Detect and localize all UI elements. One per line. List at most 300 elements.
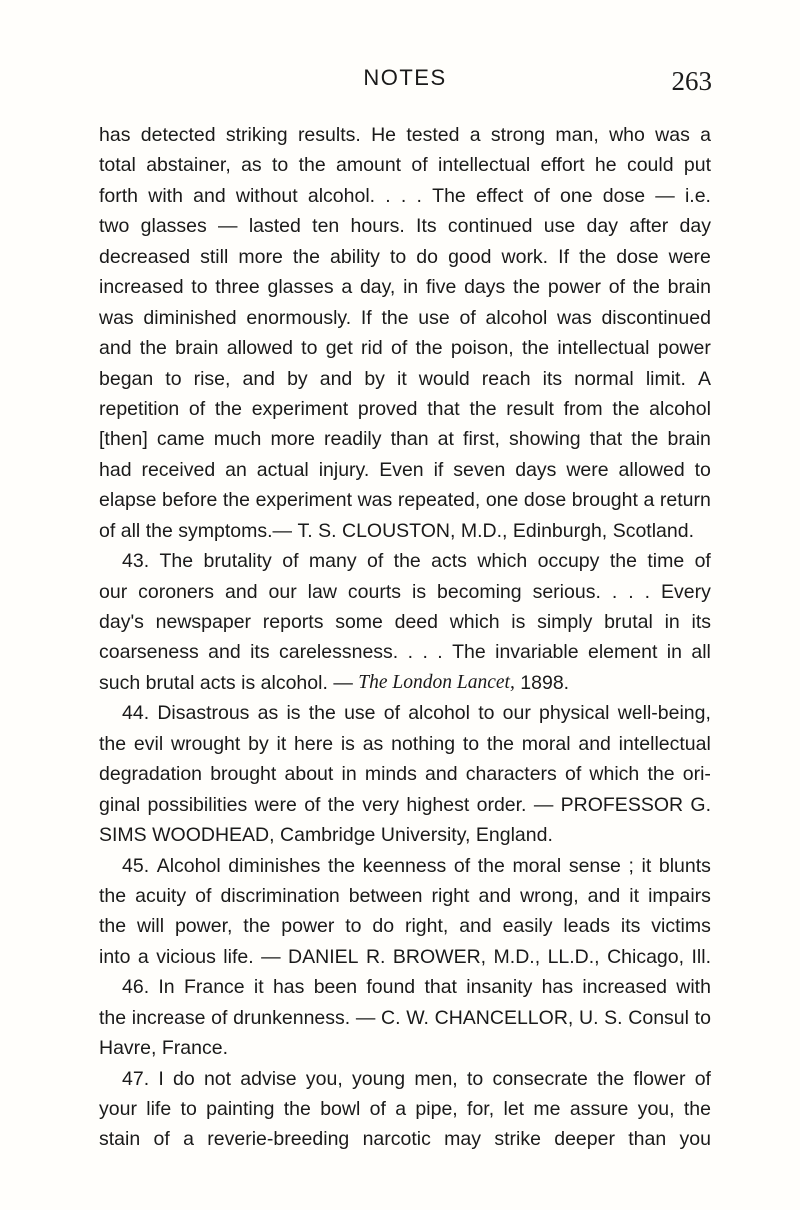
word: easily (502, 915, 553, 938)
text-line-attribution (99, 516, 711, 546)
word: of (366, 550, 384, 573)
word: the (292, 245, 320, 268)
word: to (694, 458, 711, 481)
word: brain (667, 428, 711, 451)
word: young (351, 1067, 406, 1090)
word: ability (330, 245, 380, 268)
word: flower (633, 1067, 686, 1090)
word: . (385, 184, 391, 207)
text-line-attribution (99, 820, 711, 850)
word: to (345, 915, 362, 938)
word: of (99, 519, 116, 542)
word: courts (347, 580, 402, 603)
word: repetition (99, 397, 180, 420)
word: power (547, 276, 602, 299)
word: and (587, 884, 621, 907)
word: the (139, 337, 167, 360)
word: to (301, 337, 318, 360)
word: was (357, 489, 393, 512)
word: evil (133, 732, 164, 755)
word: to (180, 1098, 197, 1120)
word: blunts (658, 854, 711, 877)
word: R. (365, 945, 386, 968)
word: brutal (604, 611, 653, 633)
word: Scotland. (612, 519, 694, 542)
word: all (120, 519, 141, 542)
word: after (629, 215, 669, 238)
word: a (395, 1098, 407, 1120)
word: deeper (554, 1128, 615, 1151)
word: that (424, 976, 457, 999)
word: reverie-breeding (207, 1128, 350, 1151)
word: power (657, 337, 711, 360)
word: it (396, 367, 407, 390)
word: repeated, (397, 489, 481, 512)
word: get (325, 337, 353, 360)
word: 46. (122, 976, 150, 999)
word: is (241, 671, 256, 694)
word: narcotic (362, 1128, 431, 1151)
word: . (416, 184, 422, 207)
word: occupy (537, 550, 600, 573)
word: life. (223, 945, 254, 968)
word: the (381, 306, 409, 329)
word: such (99, 671, 141, 694)
word: than (628, 1128, 667, 1151)
word: . (400, 184, 407, 207)
word: the (579, 245, 607, 268)
word: serious. (532, 580, 601, 603)
word: the (647, 763, 675, 786)
word: keenness (362, 854, 447, 877)
text-line (99, 577, 711, 607)
word: . (628, 580, 634, 603)
word: dose (602, 184, 646, 207)
word: glasses (267, 276, 334, 299)
word: use (418, 306, 450, 329)
word: victims (651, 915, 711, 938)
word: days (464, 276, 506, 299)
word: two (99, 215, 130, 238)
word: day (679, 215, 711, 238)
word: with (148, 184, 183, 207)
word: it (276, 732, 287, 755)
word: ; (628, 854, 634, 877)
word: tested (406, 124, 460, 146)
word: S. (604, 1006, 623, 1029)
word: the (683, 1098, 711, 1120)
word: about (284, 763, 334, 786)
text-line-attribution (99, 1033, 711, 1063)
word: 43. (122, 550, 150, 573)
word: and (425, 763, 458, 786)
word: to (389, 245, 407, 268)
word: drunkenness. (233, 1006, 351, 1029)
word: a (469, 124, 481, 146)
word: and (459, 915, 492, 938)
word: 44. (122, 702, 150, 725)
word: of (304, 793, 321, 816)
word: you (679, 1128, 711, 1151)
word: its (620, 915, 641, 938)
word: time (647, 550, 685, 573)
word: simply (537, 611, 593, 633)
word: first, (463, 428, 500, 451)
word: assure (569, 1098, 629, 1120)
word: wrought (170, 732, 241, 755)
text-line (99, 150, 711, 180)
word: which (449, 611, 500, 633)
word: to (191, 276, 208, 299)
word: men, (414, 1067, 458, 1090)
word: before (162, 489, 218, 512)
word: were (254, 793, 297, 816)
word: England. (475, 824, 553, 847)
word: the (145, 519, 173, 542)
word: normal (574, 367, 634, 390)
word: Edinburgh, (512, 519, 608, 542)
word: that (589, 428, 623, 451)
word: and (99, 337, 132, 360)
word: coarseness (99, 641, 199, 664)
word: effort (540, 154, 585, 177)
word: M.D., (493, 945, 541, 968)
word: 45. (122, 854, 150, 877)
word: alcohol (485, 306, 548, 329)
word: your (99, 1098, 137, 1120)
word: Consul (628, 1006, 689, 1029)
word: brought (571, 489, 638, 512)
note-46-first-line (99, 972, 711, 1002)
note-47-first-line (99, 1064, 711, 1094)
note-43-first-line (99, 546, 711, 576)
word: the (328, 854, 356, 877)
word: and (319, 367, 353, 390)
word: by (248, 732, 269, 755)
word: alcohol (408, 702, 470, 725)
word: its (542, 367, 563, 390)
text-line (99, 211, 711, 241)
word: continued (447, 215, 533, 238)
word: who (609, 124, 645, 146)
word: If (360, 306, 372, 329)
word: the (513, 276, 541, 299)
word: it (629, 884, 640, 907)
word: Alcohol (156, 854, 221, 877)
word: of (188, 397, 206, 420)
word: total (99, 154, 136, 177)
word: coroners (138, 580, 215, 603)
word: man, (555, 124, 599, 146)
word: the (612, 397, 640, 420)
word: came (156, 428, 205, 451)
word: — (355, 1006, 376, 1029)
word: our (502, 702, 531, 725)
word: sense (568, 854, 621, 877)
word: actual (256, 458, 309, 481)
word: proved (357, 397, 418, 420)
word: increased (582, 976, 667, 999)
word: been (313, 976, 358, 999)
word: brutal (145, 671, 195, 694)
word: allowed (226, 337, 293, 360)
word: elapse (99, 489, 157, 512)
word: consecrate (492, 1067, 588, 1090)
text-line (99, 424, 711, 454)
word: were (566, 458, 609, 481)
word: glasses (140, 215, 207, 238)
word: Its (416, 215, 437, 238)
word: good (448, 245, 492, 268)
word: would (418, 367, 470, 390)
note-45-first-line (99, 851, 711, 881)
word: many (308, 550, 357, 573)
word: if (433, 458, 444, 481)
word: you, (637, 1098, 675, 1120)
word: the (99, 884, 127, 907)
word: one (485, 489, 519, 512)
word: found (366, 976, 416, 999)
word: diminished (143, 306, 237, 329)
word: intellectual (557, 337, 650, 360)
word: 1898. (520, 671, 570, 694)
text-line (99, 242, 711, 272)
word: the (597, 1067, 625, 1090)
text-line (99, 790, 711, 820)
word: the (99, 915, 127, 938)
word: newspaper (155, 611, 252, 633)
word: [then] (99, 428, 148, 451)
word: If (558, 245, 570, 268)
word: between (348, 884, 423, 907)
word: he (594, 154, 617, 177)
word: you, (305, 1067, 343, 1090)
word: at (437, 428, 454, 451)
word: of (411, 154, 428, 177)
word: WOODHEAD, (152, 824, 275, 847)
word: a (700, 124, 711, 146)
word: and (225, 580, 258, 603)
word: . (407, 641, 414, 664)
word: experiment (255, 489, 353, 512)
notes-text (99, 120, 711, 1155)
word: poison, (450, 337, 514, 360)
word: minds (364, 763, 417, 786)
word: ten (312, 215, 340, 238)
word: order. (476, 793, 527, 816)
word: and (478, 884, 512, 907)
word: with (676, 976, 711, 999)
text-line (99, 881, 711, 911)
text-line (99, 394, 711, 424)
word: ori- (682, 763, 711, 786)
word: here (294, 732, 334, 755)
word: me (533, 1098, 561, 1120)
word: dose (523, 489, 567, 512)
word: discrimination (220, 884, 340, 907)
word: symptoms.— (178, 519, 293, 542)
word: painting (206, 1098, 275, 1120)
word: moral (521, 732, 571, 755)
word: CHANCELLOR, (434, 1006, 574, 1029)
word: PROFESSOR (560, 793, 684, 816)
word: of (608, 276, 626, 299)
text-line (99, 1124, 711, 1154)
word: return (659, 489, 711, 512)
word: of (390, 337, 408, 360)
word: to (462, 732, 480, 755)
word: dose (616, 245, 659, 268)
word: three (215, 276, 260, 299)
word: is (511, 611, 526, 633)
word: was (655, 124, 690, 146)
word: limit. (645, 367, 686, 390)
word: increase (131, 1006, 206, 1029)
text-line (99, 333, 711, 363)
word: do (416, 245, 438, 268)
word: much (213, 428, 262, 451)
word: enormously. (246, 306, 352, 329)
word: University, (380, 824, 471, 847)
word: and (193, 184, 226, 207)
text-line (99, 1003, 711, 1033)
word: a (341, 276, 353, 299)
word: day (586, 215, 618, 238)
word: of (153, 1128, 170, 1151)
word: . (644, 580, 651, 603)
word: it (253, 976, 264, 999)
word: alcohol. (260, 671, 328, 694)
word: is (340, 732, 355, 755)
text-line (99, 1094, 711, 1124)
word: as (241, 154, 262, 177)
word: highest (406, 793, 470, 816)
word: of (533, 184, 550, 207)
word: brought (210, 763, 277, 786)
word: I (158, 1067, 164, 1090)
word: the (283, 1098, 311, 1120)
text-line (99, 729, 711, 759)
word: moral (512, 854, 562, 877)
word: Ill. (691, 945, 711, 968)
word: the (469, 397, 497, 420)
word: Even (379, 458, 424, 481)
word: discontinued (601, 306, 711, 329)
word: without (235, 184, 298, 207)
word: bowl (320, 1098, 361, 1120)
word: alcohol (649, 397, 711, 420)
text-line (99, 911, 711, 941)
text-line (99, 455, 711, 485)
word: readily (324, 428, 382, 451)
note-44-first-line (99, 698, 711, 728)
word: from (563, 397, 603, 420)
word: was (99, 306, 134, 329)
word: of (459, 306, 476, 329)
word: effect (475, 184, 524, 207)
word: M.D., (460, 519, 508, 542)
word: the (477, 854, 505, 877)
word: has (272, 976, 305, 999)
word: its (250, 641, 270, 664)
word: result (506, 397, 554, 420)
word: impairs (648, 884, 711, 907)
text-line (99, 485, 711, 515)
text-line (99, 303, 711, 333)
word: decreased (99, 245, 191, 268)
word: do (372, 915, 395, 938)
word: our (99, 580, 128, 603)
word: put (683, 154, 711, 177)
word: brain (667, 276, 711, 299)
text-line (99, 272, 711, 302)
word: of (282, 550, 299, 573)
text-line (99, 181, 711, 211)
word: invariable (495, 641, 579, 664)
word: will (136, 915, 165, 938)
word: characters (465, 763, 557, 786)
word: the (298, 154, 326, 177)
word: a (137, 945, 149, 968)
word: stain (99, 1128, 141, 1151)
word: for, (467, 1098, 495, 1120)
word: lasted (248, 215, 301, 238)
word: The (452, 641, 486, 664)
word: the (222, 489, 250, 512)
word: into (99, 945, 131, 968)
running-title: NOTES (363, 65, 447, 90)
word: is (411, 580, 427, 603)
word: to (478, 702, 495, 725)
word: all (691, 641, 711, 664)
word: of (694, 1067, 711, 1090)
word: i.e. (684, 184, 711, 207)
word: has (99, 124, 131, 146)
word: the (631, 428, 659, 451)
word: W. (406, 1006, 429, 1029)
word: a (643, 489, 655, 512)
word: day, (359, 276, 396, 299)
word: our (268, 580, 297, 603)
word: Cambridge (280, 824, 376, 847)
word: carelessness. (278, 641, 399, 664)
word: and (578, 732, 611, 755)
word: in (666, 641, 682, 664)
word: some (335, 611, 383, 633)
word: becoming (437, 580, 522, 603)
word: . (422, 641, 428, 664)
word: SIMS (99, 824, 147, 847)
word: hours. (350, 215, 405, 238)
word: . (611, 580, 618, 603)
word: allowed (618, 458, 685, 481)
word: France (183, 976, 245, 999)
word: five (426, 276, 457, 299)
word: U. (579, 1006, 599, 1029)
word: DANIEL (288, 945, 359, 968)
word: the (308, 702, 336, 725)
word: to (165, 367, 182, 390)
word: LL.D., (547, 945, 600, 968)
word: striking (225, 124, 288, 146)
word: ginal (99, 793, 141, 816)
word: — (533, 793, 554, 816)
word: as (257, 702, 279, 725)
word: the (99, 732, 127, 755)
word: leads (563, 915, 610, 938)
text-line (99, 759, 711, 789)
word: experiment (251, 397, 349, 420)
